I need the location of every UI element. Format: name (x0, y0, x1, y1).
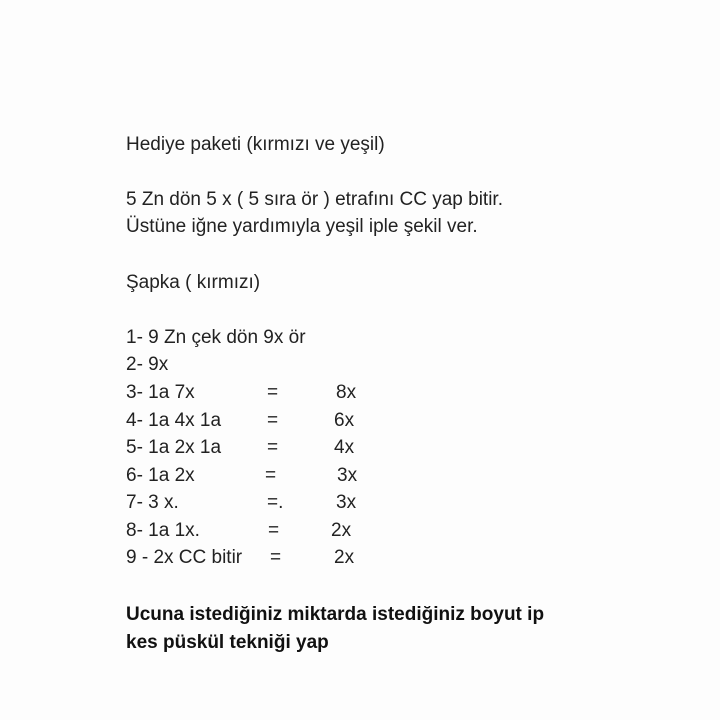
hat-row-1: 1- 9 Zn çek dön 9x ör (126, 327, 306, 348)
hat-row-2: 2- 9x (126, 354, 169, 375)
hat-row-7 (126, 491, 426, 515)
hat-row-9 (126, 546, 426, 570)
footer-note-1: Ucuna istediğiniz miktarda istediğiniz boyut ip (126, 604, 545, 625)
row-equals: = (267, 410, 279, 431)
row-step: 8- 1a 1x. (126, 520, 200, 541)
row-result: 8x (336, 382, 357, 403)
row-result: 2x (334, 547, 355, 568)
row-equals: = (267, 437, 279, 458)
hat-row-8 (126, 519, 426, 543)
row-equals: = (265, 465, 277, 486)
row-equals: = (268, 520, 280, 541)
row-result: 4x (334, 437, 355, 458)
hat-row-3 (126, 381, 426, 405)
row-result: 3x (337, 465, 358, 486)
row-equals: = (267, 382, 279, 403)
row-equals: = (270, 547, 282, 568)
footer-note-2: kes püskül tekniği yap (126, 632, 329, 653)
hat-row-4 (126, 409, 426, 433)
row-step: 4- 1a 4x 1a (126, 410, 222, 431)
row-result: 3x (336, 492, 357, 513)
row-equals: =. (267, 492, 284, 513)
gift-instruction-2: Üstüne iğne yardımıyla yeşil iple şekil ver. (126, 216, 478, 237)
gift-instruction-1: 5 Zn dön 5 x ( 5 sıra ör ) etrafını CC yap bitir. (126, 189, 503, 210)
row-step: 9 - 2x CC bitir (126, 547, 243, 568)
row-step: 5- 1a 2x 1a (126, 437, 222, 458)
hat-title: Şapka ( kırmızı) (126, 272, 261, 293)
row-result: 2x (331, 520, 352, 541)
hat-row-6 (126, 464, 426, 488)
gift-title: Hediye paketi (kırmızı ve yeşil) (126, 134, 385, 155)
row-step: 7- 3 x. (126, 492, 179, 513)
row-step: 6- 1a 2x (126, 465, 195, 486)
row-result: 6x (334, 410, 355, 431)
row-step: 3- 1a 7x (126, 382, 195, 403)
hat-row-5 (126, 436, 426, 460)
